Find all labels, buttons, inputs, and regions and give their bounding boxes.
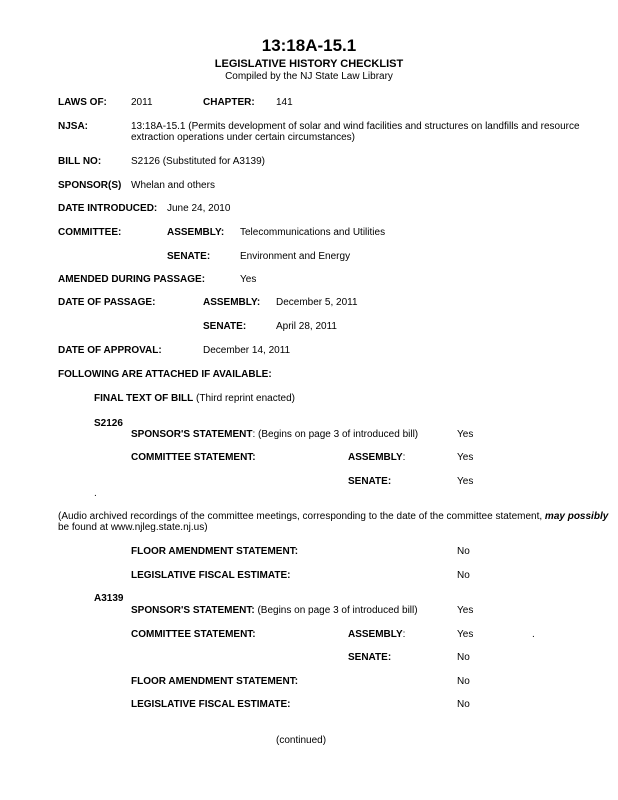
- amended-value: Yes: [240, 274, 257, 285]
- a3139-senate-value: No: [457, 652, 470, 663]
- a3139-floor-label: FLOOR AMENDMENT STATEMENT:: [131, 676, 299, 687]
- date-introduced-value: June 24, 2010: [167, 203, 231, 214]
- s2126-assembly-value: Yes: [457, 452, 474, 463]
- chapter-label: CHAPTER:: [203, 97, 255, 108]
- audio-note-emphasis: may possibly: [544, 511, 609, 522]
- a3139-sponsor-value: Yes: [457, 605, 474, 616]
- chapter-value: 141: [276, 97, 293, 108]
- s2126-sponsor-label: SPONSOR'S STATEMENT: [131, 429, 253, 440]
- final-text-label: FINAL TEXT OF BILL: [94, 393, 194, 404]
- statute-number: 13:18A-15.1: [261, 36, 357, 55]
- date-of-approval-label: DATE OF APPROVAL:: [58, 345, 162, 356]
- njsa-value-line1: 13:18A-15.1 (Permits development of solar and wind facilities and structures on landfills and resource: [131, 121, 580, 132]
- passage-assembly-value: December 5, 2011: [276, 297, 358, 308]
- a3139-sponsor-note: (Begins on page 3 of introduced bill): [254, 605, 418, 616]
- laws-of-value: 2011: [131, 97, 153, 108]
- bill-no-value: S2126 (Substituted for A3139): [131, 156, 265, 167]
- amended-label: AMENDED DURING PASSAGE:: [58, 274, 206, 285]
- njsa-label: NJSA:: [58, 121, 89, 132]
- passage-assembly-label: ASSEMBLY:: [203, 297, 261, 308]
- s2126-sponsor-row: [131, 429, 418, 441]
- a3139-assembly-label: ASSEMBLY: [348, 629, 403, 640]
- s2126-senate-label: SENATE:: [348, 476, 392, 487]
- committee-senate-value: Environment and Energy: [240, 251, 351, 262]
- sponsors-label: SPONSOR(S): [58, 180, 122, 191]
- s2126-fiscal-label: LEGISLATIVE FISCAL ESTIMATE:: [131, 570, 291, 581]
- date-introduced-label: DATE INTRODUCED:: [58, 203, 158, 214]
- final-text-row: [94, 393, 295, 405]
- a3139-sponsor-row: [131, 605, 418, 617]
- date-of-passage-label: DATE OF PASSAGE:: [58, 297, 156, 308]
- committee-assembly-value: Telecommunications and Utilities: [240, 227, 386, 238]
- a3139-sponsor-label: SPONSOR'S STATEMENT:: [131, 605, 255, 616]
- s2126-committee-label: COMMITTEE STATEMENT:: [131, 452, 256, 463]
- audio-note-line2: be found at www.njleg.state.nj.us): [58, 522, 208, 533]
- s2126-floor-value: No: [457, 546, 470, 557]
- stray-period-mark: .: [94, 488, 97, 499]
- s2126-sponsor-note: : (Begins on page 3 of introduced bill): [252, 429, 419, 440]
- njsa-value-line2: extraction operations under certain circumstances): [131, 132, 355, 143]
- committee-label: COMMITTEE:: [58, 227, 122, 238]
- page-title: LEGISLATIVE HISTORY CHECKLIST: [214, 58, 404, 70]
- final-text-value: (Third reprint enacted): [196, 393, 295, 404]
- s2126-heading: S2126: [94, 418, 123, 429]
- a3139-senate-label: SENATE:: [348, 652, 392, 663]
- s2126-fiscal-value: No: [457, 570, 470, 581]
- s2126-assembly-label: ASSEMBLY: [348, 452, 403, 463]
- a3139-floor-value: No: [457, 676, 470, 687]
- a3139-stray-mark: .: [532, 629, 535, 640]
- bill-no-label: BILL NO:: [58, 156, 102, 167]
- a3139-fiscal-value: No: [457, 699, 470, 710]
- a3139-committee-label: COMMITTEE STATEMENT:: [131, 629, 256, 640]
- date-of-approval-value: December 14, 2011: [203, 345, 291, 356]
- attached-heading: FOLLOWING ARE ATTACHED IF AVAILABLE:: [58, 369, 272, 380]
- s2126-sponsor-value: Yes: [457, 429, 474, 440]
- a3139-heading: A3139: [94, 593, 124, 604]
- sponsors-value: Whelan and others: [131, 180, 215, 191]
- committee-assembly-label: ASSEMBLY:: [167, 227, 225, 238]
- a3139-assembly-value: Yes: [457, 629, 474, 640]
- audio-note-part1: (Audio archived recordings of the committee meetings, corresponding to the date of the committee statement,: [58, 511, 545, 522]
- s2126-floor-label: FLOOR AMENDMENT STATEMENT:: [131, 546, 299, 557]
- continued-note: (continued): [276, 735, 327, 746]
- compiled-by: Compiled by the NJ State Law Library: [225, 71, 393, 82]
- laws-of-label: LAWS OF:: [58, 97, 107, 108]
- s2126-committee-assembly: ASSEMBLY:: [348, 452, 406, 463]
- a3139-committee-assembly: ASSEMBLY:: [348, 629, 406, 640]
- a3139-fiscal-label: LEGISLATIVE FISCAL ESTIMATE:: [131, 699, 291, 710]
- committee-senate-label: SENATE:: [167, 251, 211, 262]
- passage-senate-label: SENATE:: [203, 321, 247, 332]
- passage-senate-value: April 28, 2011: [276, 321, 337, 332]
- s2126-senate-value: Yes: [457, 476, 474, 487]
